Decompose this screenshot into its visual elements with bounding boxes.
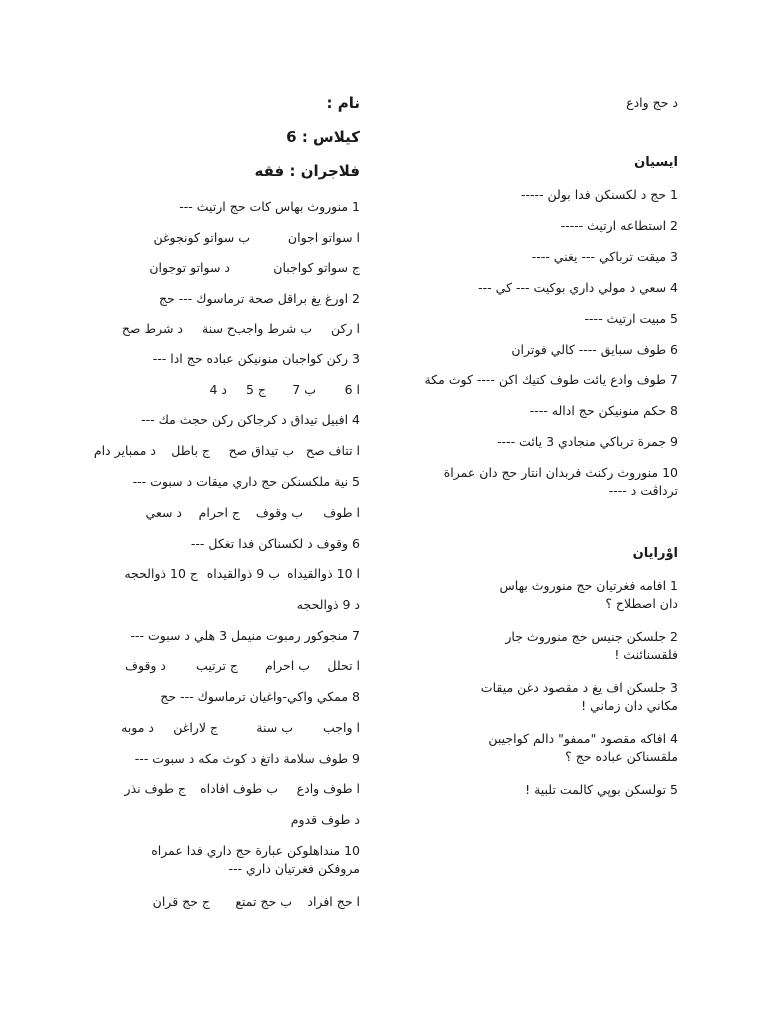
mcq-option-c: ج باطل (171, 443, 210, 458)
mcq-option-b: ب سواتو كونجوغن (153, 230, 250, 245)
mcq-option-d: د طوف قدوم (290, 812, 360, 827)
mcq-option-c: ج 10 ذوالحجه (124, 566, 198, 581)
mcq-option-a: ا ركن (331, 321, 360, 336)
mcq-option-a: ا تتاف صح (305, 443, 360, 458)
mcq-option-a: ا طوف وادع (296, 781, 360, 796)
mcq-question-4: 4 افبيل تيداق د كرجاكن ركن حجث مك --- (141, 412, 360, 427)
mcq-option-b: ب شرط واجب (233, 321, 312, 336)
mcq-option-b: ب 9 ذوالقيداه (206, 566, 280, 581)
mcq-option-a: ا تحلل (327, 658, 360, 673)
question-item-3: 3 جلسكن اف يغ د مقصود دغن ميقات مكاني دان زماني ! (480, 680, 678, 713)
essay-item-1: 1 حج د لكسنكن فدا بولن ----- (520, 187, 678, 202)
mcq-option-b: ب 7 (292, 382, 316, 397)
essay-item-6: 6 طوف سبايق ---- كالي فوتران (511, 342, 678, 357)
mcq-question-7: 7 منجوكور رمبوت منيمل 3 هلي د سبوت --- (130, 628, 360, 643)
mcq-option-c: ج حج قران (152, 894, 210, 909)
mcq-question-9: 9 طوف سلامة داتغ د كوث مكه د سبوت --- (134, 751, 360, 766)
mcq-option-a: ا واجب (323, 720, 360, 735)
mcq-option-d: د سواتو توجوان (149, 260, 230, 275)
mcq-question-6: 6 وقوف د لكسناكن فدا تغكل --- (190, 536, 360, 551)
mcq-question-8: 8 ممكي واكي-واغيان ترماسوك --- حج (160, 689, 360, 704)
mcq-option-a: ا طوف (323, 505, 360, 520)
mcq-option-a: ا 6 (344, 382, 360, 397)
mcq-option-d: د ممباير دام (93, 443, 156, 458)
mcq-option-d: د شرط صح (121, 321, 183, 336)
mcq-question-3: 3 ركن كواجبان منونيكن عباده حج ادا --- (152, 351, 360, 366)
mcq-option-c: ج طوف نذر (124, 781, 186, 796)
mcq-option-c: ج احرام (198, 505, 240, 520)
mcq-option-a: ا 10 ذوالقيداه (287, 566, 360, 581)
mcq-option-d: د 4 (209, 382, 227, 397)
mcq-option-b: ب تيداق صح (228, 443, 294, 458)
mcq-option-c: ج ترتيب (196, 658, 238, 673)
essay-item-4: 4 سعي د مولي داري بوكيت --- كي --- (478, 280, 678, 295)
mcq-option-d: د وقوف (125, 658, 166, 673)
essay-item-10: 10 منوروث ركنث فربدان انتار حج دان عمراة ترداڤت د ---- (443, 465, 678, 498)
mcq-question-2: 2 اورغ يغ براقل صحة ترماسوك --- حج (158, 291, 360, 306)
essay-item-5: 5 مبيت ارتيث ---- (584, 311, 678, 326)
mcq-option-b: ب سنة (256, 720, 293, 735)
questions-heading: اوْرايان (632, 546, 678, 561)
essay-item-2: 2 استطاعه ارتيث ----- (560, 218, 678, 233)
essay-item-8: 8 حكم منونيكن حج اداله ---- (529, 403, 678, 418)
class-label: كيلاس : 6 (286, 128, 360, 146)
essay-item-9: 9 جمرة ترباكي منجادي 3 يائت ---- (497, 434, 678, 449)
mcq-option-c: ج 5 (246, 382, 266, 397)
mcq-option-d: د 9 ذوالحجه (296, 597, 360, 612)
essay-item-7: 7 طوف وادع يائت طوف كتيك اكن ---- كوث مكة (424, 372, 678, 387)
mcq-option-d: د موبه (121, 720, 154, 735)
mcq-option-a: ا حج افراد (307, 894, 360, 909)
mcq-option-d: د سعي (145, 505, 182, 520)
top-note: د حج وادع (626, 95, 678, 110)
mcq-option-a: ا سواتو اجوان (287, 230, 360, 245)
question-item-2: 2 جلسكن جنيس حج منوروث جار فلقسنائنث ! (505, 629, 678, 662)
mcq-question-10: 10 منداهلوكن عبارة حج داري فدا عمراه مروفكن فغرتيان داري --- (151, 843, 360, 876)
mcq-option-c: ح سنة (202, 321, 235, 336)
question-item-4: 4 افاكه مقصود "ممفو" دالم كواجيبن ملقسناكن عباده حج ؟ (488, 731, 678, 764)
essay-item-3: 3 ميقت ترباكي --- يغني ---- (531, 249, 678, 264)
mcq-option-c: ج لاراغن (173, 720, 218, 735)
essay-heading: ايسيان (634, 155, 678, 170)
mcq-option-c: ج سواتو كواجبان (273, 260, 360, 275)
mcq-option-b: ب حج تمتع (235, 894, 292, 909)
subject-label: فلاجران : فقه (254, 162, 360, 180)
name-label: نام : (326, 94, 360, 112)
mcq-option-b: ب طوف افاداه (200, 781, 278, 796)
question-item-5: 5 تولسكن بوڽي كالمت تلبية ! (525, 782, 678, 797)
mcq-question-5: 5 نية ملكسنكن حج داري ميقات د سبوت --- (132, 474, 360, 489)
mcq-option-b: ب احرام (264, 658, 310, 673)
question-item-1: 1 افامه فغرتيان حج منوروث بهاس دان اصطلاح ؟ (499, 578, 678, 611)
mcq-option-b: ب وقوف (255, 505, 303, 520)
mcq-question-1: 1 منوروث بهاس كات حج ارتيث --- (179, 199, 360, 214)
